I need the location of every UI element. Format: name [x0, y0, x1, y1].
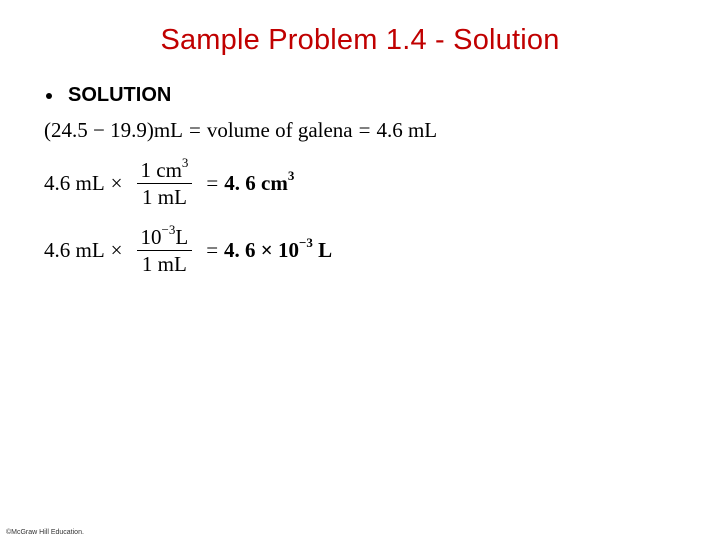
- fraction-numerator: 1 $cm^3$: [137, 158, 193, 184]
- eq2-lhs: 4.6 mL: [44, 170, 105, 195]
- eq3-lhs: 4.6 mL: [44, 237, 105, 262]
- equals-sign: =: [189, 118, 201, 142]
- slide-title: Sample Problem 1.4 - Solution: [160, 24, 560, 56]
- eq1-rhs: 4.6 mL: [376, 118, 438, 142]
- eq1-lhs: (24.5 − 19.9)mL: [44, 118, 183, 142]
- equals-sign: =: [206, 170, 219, 195]
- conversion-fraction: [137, 222, 193, 277]
- equation-volume-difference: [44, 118, 437, 143]
- times-sign: ×: [110, 170, 123, 195]
- solution-bullet: [46, 84, 171, 107]
- equals-sign: =: [358, 118, 371, 142]
- times-sign: ×: [110, 237, 123, 262]
- fraction-numerator: $10^{-3}L$: [137, 225, 193, 251]
- conversion-fraction: [137, 155, 193, 210]
- fraction-denominator: 1 mL: [141, 252, 187, 277]
- equation-ml-to-cm3: [44, 155, 295, 210]
- eq2-result: 4. 6 $cm^3$: [224, 168, 295, 196]
- copyright-footer: ©McGraw Hill Education.: [6, 529, 84, 536]
- bullet-icon: [46, 93, 52, 99]
- eq1-middle: volume of galena: [206, 118, 353, 142]
- fraction-denominator: 1 mL: [142, 185, 187, 210]
- equals-sign: =: [206, 237, 219, 262]
- solution-heading: SOLUTION: [68, 84, 172, 106]
- equation-ml-to-liters: [44, 222, 333, 277]
- eq3-result: 4. $6 \times 10^{-3}$ L: [224, 235, 333, 263]
